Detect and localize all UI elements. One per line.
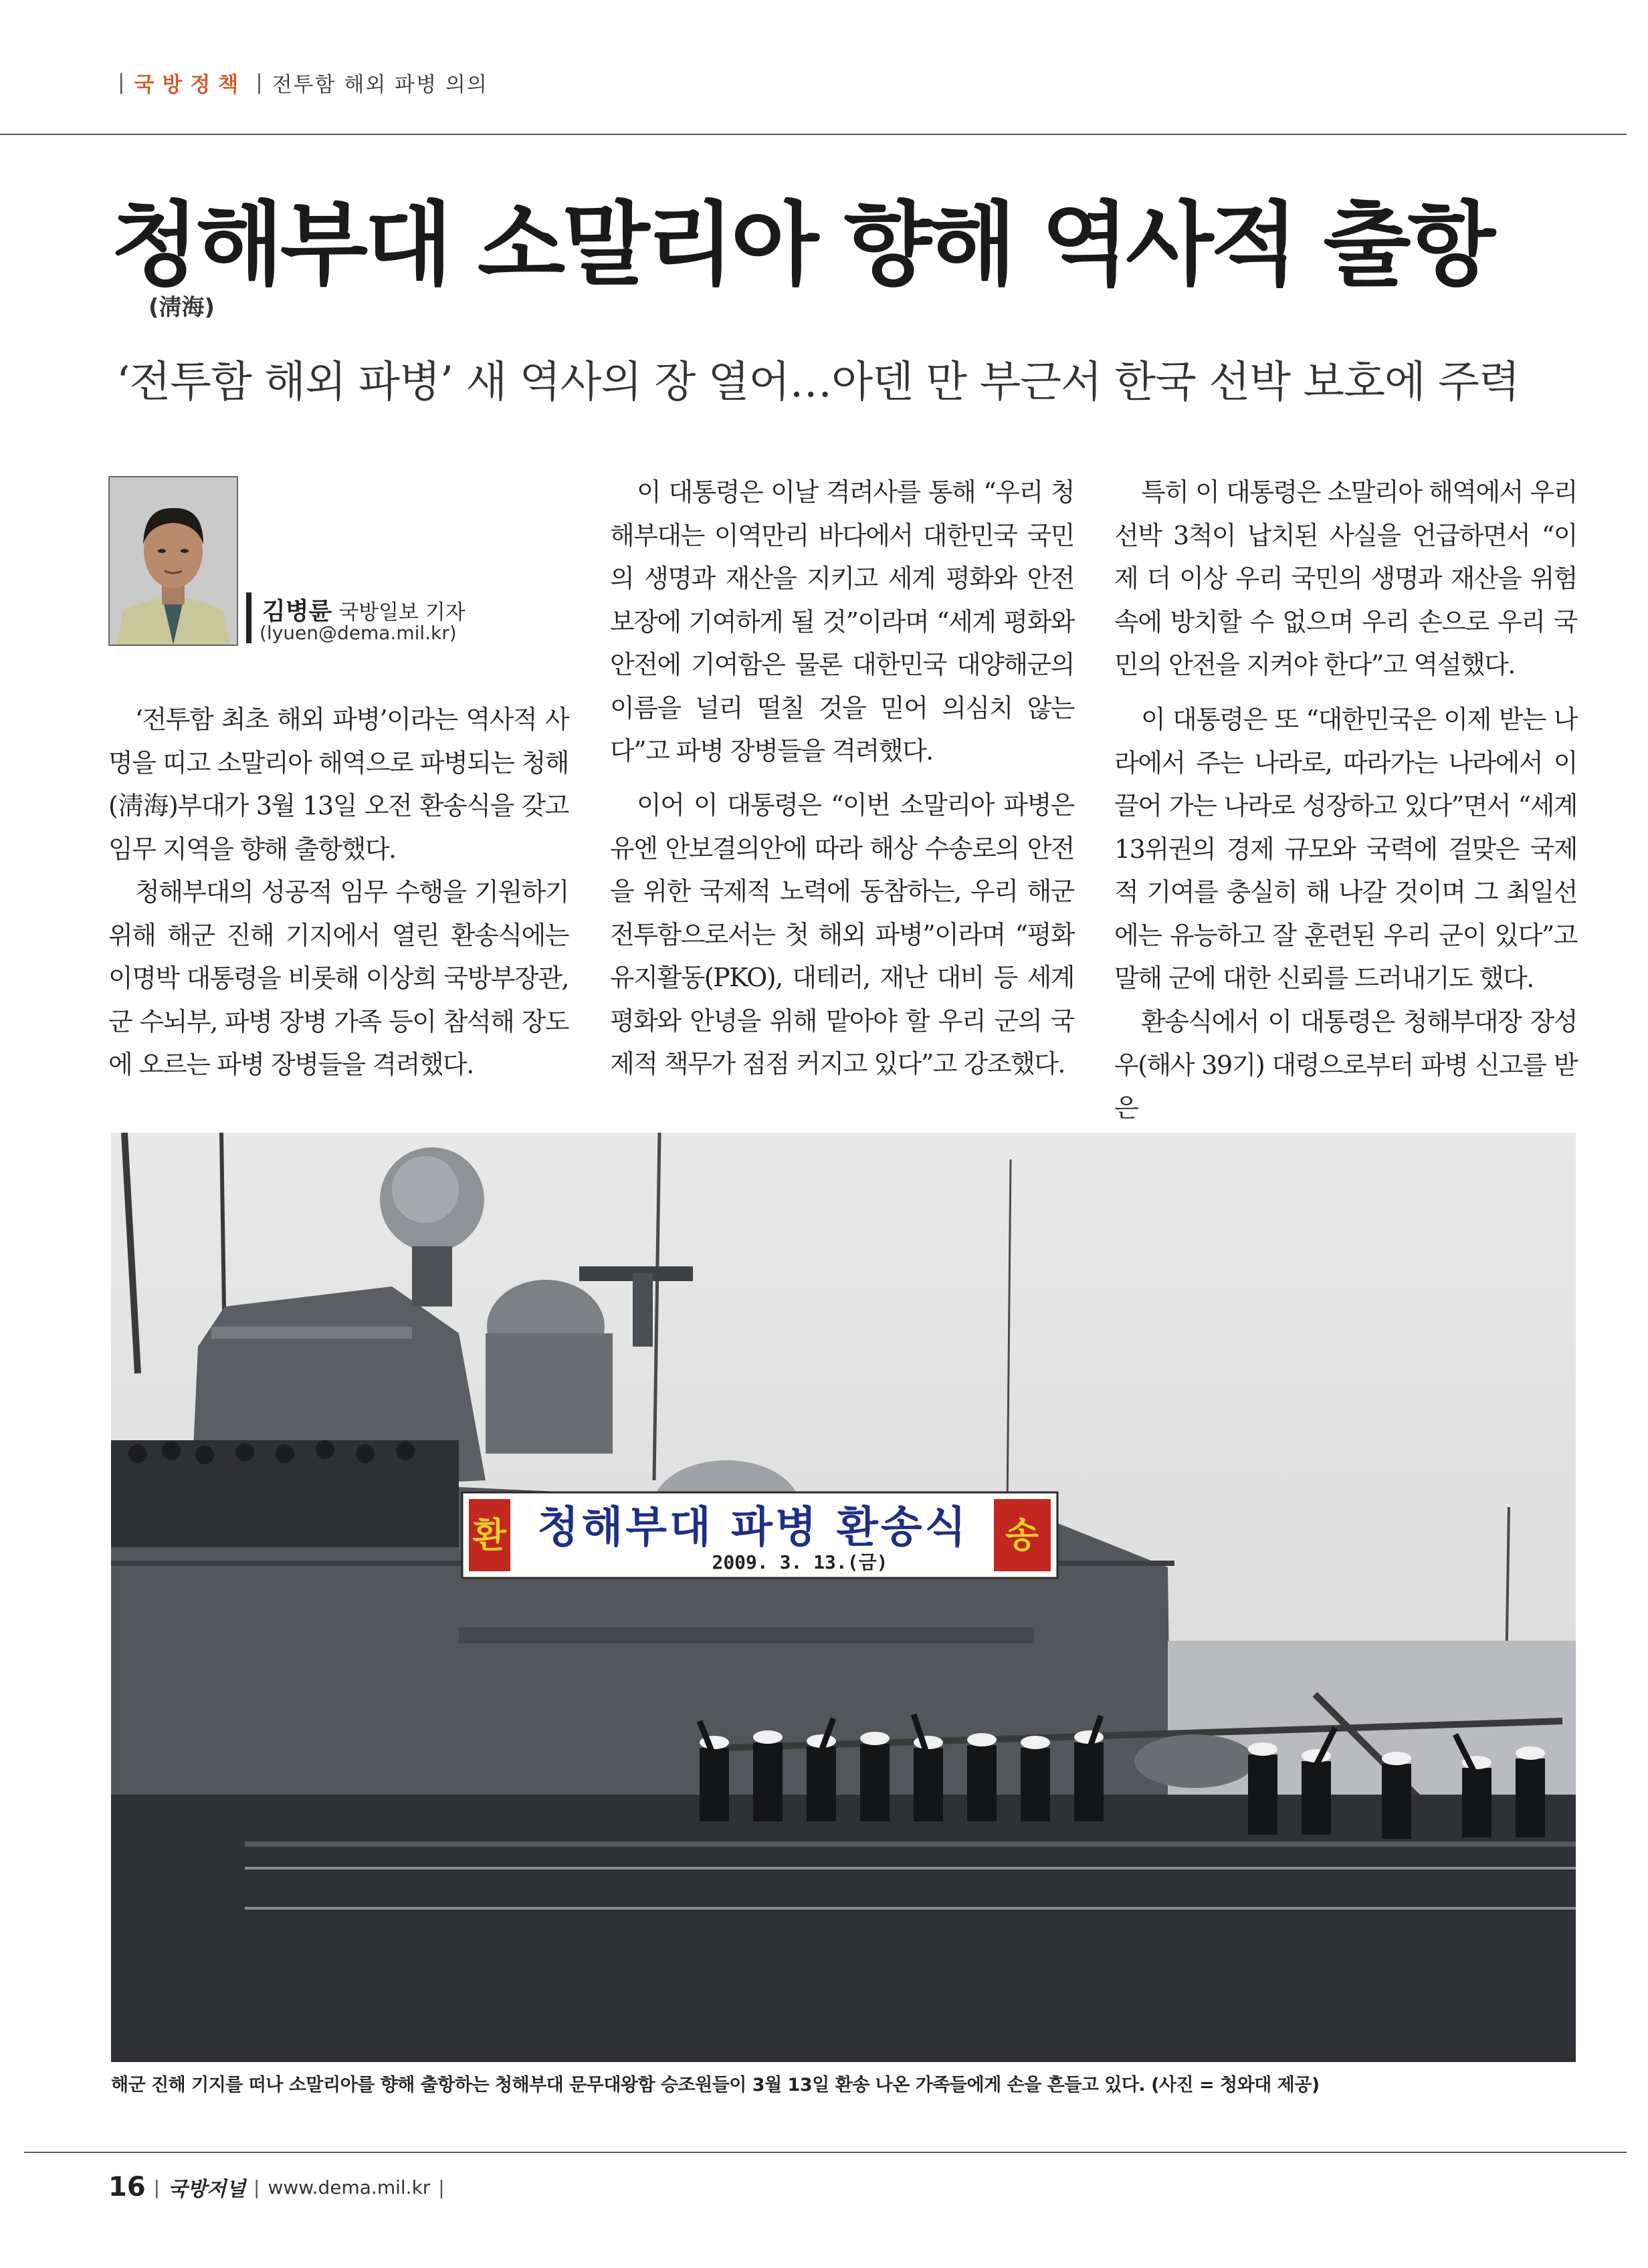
author-accent-bar: [246, 592, 251, 643]
banner-title: 청해부대 파병 환송식: [537, 1503, 969, 1553]
banner-left-char: 환: [472, 1516, 507, 1556]
body-paragraph: 이어 이 대통령은 “이번 소말리아 파병은 유엔 안보결의안에 따라 해상 수송로의 안전을 위한 국제적 노력에 동참하는, 우리 해군 전투함으로서는 첫 해외 파병”이라며 “평화유지활동(PKO), 대테러, 재난 대비 등 세계 평화와 안녕을 위해 맡아야 할 우리 군의 국제적 책무가 점점 커지고 있다”고 강조했다.: [610, 790, 1074, 1079]
footer-divider: |: [253, 2176, 260, 2198]
magazine-name: 국방저널: [168, 2178, 246, 2201]
section-name: 국방정책: [134, 72, 247, 97]
subsection-name: 전투함 해외 파병 의의: [272, 72, 488, 97]
author-photo: [108, 476, 238, 646]
banner-date: 2009. 3. 13.(금): [712, 1551, 888, 1573]
farewell-banner: [462, 1492, 1057, 1578]
page-number: 16: [108, 2172, 146, 2202]
title-hanja: (淸海): [148, 294, 215, 321]
body-paragraph: ‘전투함 최초 해외 파병’이라는 역사적 사명을 띠고 소말리아 해역으로 파병되는 청해(淸海)부대가 3월 13일 오전 환송식을 갖고 임무 지역을 향해 출항했다.: [108, 705, 569, 864]
bottom-rule: [24, 2152, 1627, 2153]
warship-farewell-scene: [111, 1133, 1576, 2062]
author-name: 김병륜: [262, 598, 332, 625]
page-footer: [108, 2170, 453, 2204]
article-title: 청해부대 소말리아 향해 역사적 출항: [111, 193, 1493, 298]
body-paragraph: 환송식에서 이 대통령은 청해부대장 장성우(해사 39기) 대령으로부터 파병 신고를 받은: [1114, 1007, 1577, 1123]
body-paragraph: 이 대통령은 또 “대한민국은 이제 받는 나라에서 주는 나라로, 따라가는 나라에서 이끌어 가는 나라로 성장하고 있다”면서 “세계 13위권의 경제 규모와 국력에 걸맞은 국제적 기여를 충실히 해 나갈 것이며 그 최일선에는 유능하고 잘 훈련된 우리 군이 있다”고 말해 군에 대한 신뢰를 드러내기도 했다.: [1114, 705, 1577, 993]
article-subtitle: ‘전투함 해외 파병’ 새 역사의 장 열어…아덴 만 부근서 한국 선박 보호에 주력: [116, 358, 1520, 407]
body-paragraph: 특히 이 대통령은 소말리아 해역에서 우리 선박 3척이 납치된 사실을 언급하면서 “이제 더 이상 우리 국민의 생명과 재산을 위험 속에 방치할 수 없으며 우리 손으로 우리 국민의 안전을 지켜야 한다”고 역설했다.: [1114, 477, 1577, 679]
body-paragraph: 이 대통령은 이날 격려사를 통해 “우리 청해부대는 이역만리 바다에서 대한민국 국민의 생명과 재산을 지키고 세계 평화와 안전 보장에 기여하게 될 것”이라며 “세계 평화와 안전에 기여함은 물론 대한민국 대양해군의 이름을 널리 떨칠 것을 믿어 의심치 않는다”고 파병 장병들을 격려했다.: [610, 477, 1074, 766]
photo-caption: 해군 진해 기지를 떠나 소말리아를 향해 출항하는 청해부대 문무대왕함 승조원들이 3월 13일 환송 나온 가족들에게 손을 흔들고 있다. (사진 = 청와대 제공): [111, 2075, 1320, 2095]
top-rule: [0, 134, 1627, 135]
header-divider: |: [255, 70, 263, 94]
body-paragraph: 청해부대의 성공적 임무 수행을 기원하기 위해 해군 진해 기지에서 열린 환송식에는 이명박 대통령을 비롯해 이상희 국방부장관, 군 수뇌부, 파병 장병 가족 등이 참석해 장도에 오르는 파병 장병들을 격려했다.: [108, 877, 569, 1079]
author-portrait: [110, 477, 237, 645]
banner-right-char: 송: [1005, 1516, 1039, 1556]
section-header: [108, 66, 488, 99]
footer-divider: |: [153, 2176, 161, 2198]
author-email: (lyuen@dema.mil.kr): [260, 622, 457, 644]
article-photo: [111, 1133, 1576, 2062]
author-affiliation: 국방일보 기자: [338, 600, 466, 625]
header-divider: |: [118, 70, 125, 94]
footer-url[interactable]: www.dema.mil.kr: [268, 2176, 431, 2198]
footer-divider: |: [438, 2176, 445, 2198]
